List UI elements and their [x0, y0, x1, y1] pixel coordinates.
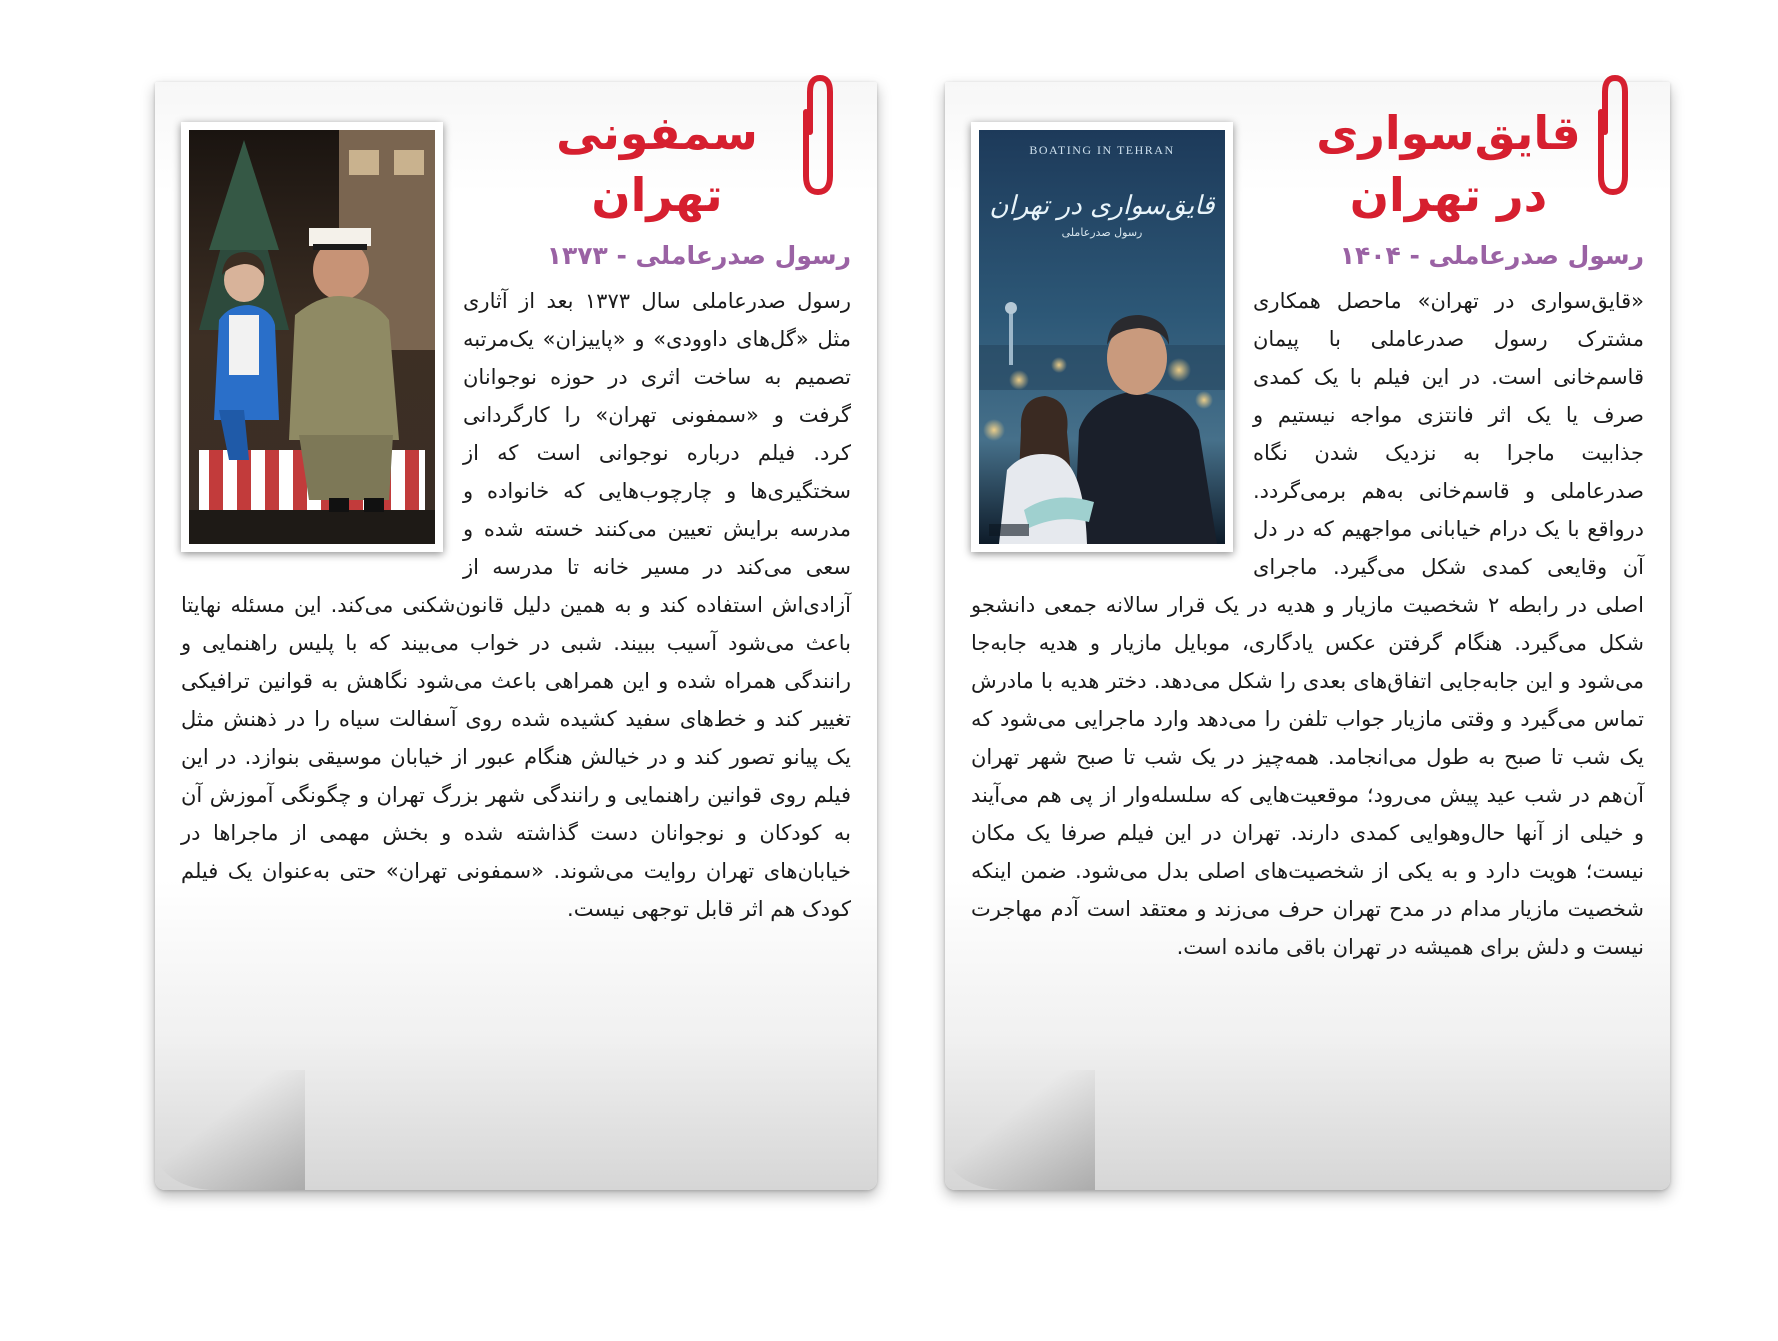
poster-persian-title: قایق‌سواری در تهران [989, 191, 1215, 221]
paperclip-icon [798, 72, 842, 200]
film-still-image [189, 130, 435, 544]
film-poster [971, 122, 1233, 552]
article-content [971, 102, 1644, 1170]
article-card-tehran-symphony [155, 82, 877, 1190]
article-subtitle: رسول صدرعاملی - ۱۴۰۴ [1339, 241, 1644, 270]
paperclip-icon [1593, 72, 1637, 200]
title-line-2: تهران [591, 168, 723, 222]
poster-image [979, 130, 1225, 544]
title-line-2: در تهران [1349, 168, 1548, 222]
article-body: رسول صدرعاملی سال ۱۳۷۳ بعد از آثاری مثل «گل‌های داوودی» و «پاییزان» یک‌مرتبه تصمیم به ساخت اثری در حوزه نوجوانان گرفت و «سمفونی تهران» را کارگردانی کرد. فیلم درباره نوجوانی است که از سختگیری‌ها و چارچوب‌هایی که خانواده و مدرسه برایش تعیین می‌کنند خسته شده و سعی می‌کند در مسیر خانه تا مدرسه از آزادی‌اش استفاده کند و به همین دلیل قانون‌شکنی می‌کند. این مسئله نهایتا باعث می‌شود آسیب ببیند. شبی در خواب می‌بیند که با پلیس راهنمایی و رانندگی همراه شده و این همراهی باعث می‌شود نگاهش به قوانین ترافیکی تغییر کند و خط‌های سفید کشیده شده روی آسفالت سیاه را در ذهنش مثل یک پیانو تصور کند و در خیالش هنگام عبور از خیابان موسیقی بنوازد. در این فیلم روی قوانین راهنمایی و رانندگی شهر بزرگ تهران و چگونگی آموزش آن به کودکان و نوجوانان دست گذاشته شده و بخش مهمی از ماجراها در خیابان‌های تهران روایت می‌شوند. «سمفونی تهران» حتی به‌عنوان یک فیلم کودک هم اثر قابل توجهی نیست. [181, 289, 851, 921]
article-card-boating-in-tehran [945, 82, 1670, 1190]
article-content [181, 102, 851, 1170]
poster-director-credit: رسول صدرعاملی [1061, 226, 1143, 239]
article-subtitle: رسول صدرعاملی - ۱۳۷۳ [546, 241, 851, 270]
film-still [181, 122, 443, 552]
title-line-1: سمفونی [556, 106, 758, 160]
article-body: «قایق‌سواری در تهران» ماحصل همکاری مشترک رسول صدرعاملی با پیمان قاسم‌خانی است. در این فیلم با یک کمدی صرف یا یک اثر فانتزی مواجه نیستیم و جذابیت ماجرا به نزدیک شدن نگاه صدرعاملی و قاسم‌خانی به‌هم برمی‌گردد. درواقع با یک درام خیابانی مواجهیم که در دل آن وقایعی کمدی شکل می‌گیرد. ماجرای اصلی در رابطه ۲ شخصیت مازیار و هدیه در یک قرار سالانه جمعی دانشجو شکل می‌گیرد. هنگام گرفتن عکس یادگاری، موبایل مازیار و هدیه جابه‌جا می‌شود و این جابه‌جایی اتفاق‌های بعدی را شکل می‌دهد. دختر هدیه با مادرش تماس می‌گیرد و وقتی مازیار جواب تلفن را می‌دهد وارد ماجرایی می‌شود که یک شب تا صبح به طول می‌انجامد. همه‌چیز در یک شب تا صبح شهر تهران آن‌هم در شب عید پیش می‌رود؛ موقعیت‌هایی که سلسله‌وار از پی هم می‌آیند و خیلی از آنها حال‌وهوایی کمدی دارند. تهران در این فیلم صرفا یک مکان نیست؛ هویت دارد و به یکی از شخصیت‌های اصلی بدل می‌شود. ضمن اینکه شخصیت مازیار مدام در مدح تهران حرف می‌زند و معتقد است آدم مهاجرت نیست و دلش برای همیشه در تهران باقی مانده است. [971, 289, 1644, 959]
poster-english-title: BOATING IN TEHRAN [1029, 143, 1175, 157]
title-line-1: قایق‌سواری [1316, 106, 1581, 160]
